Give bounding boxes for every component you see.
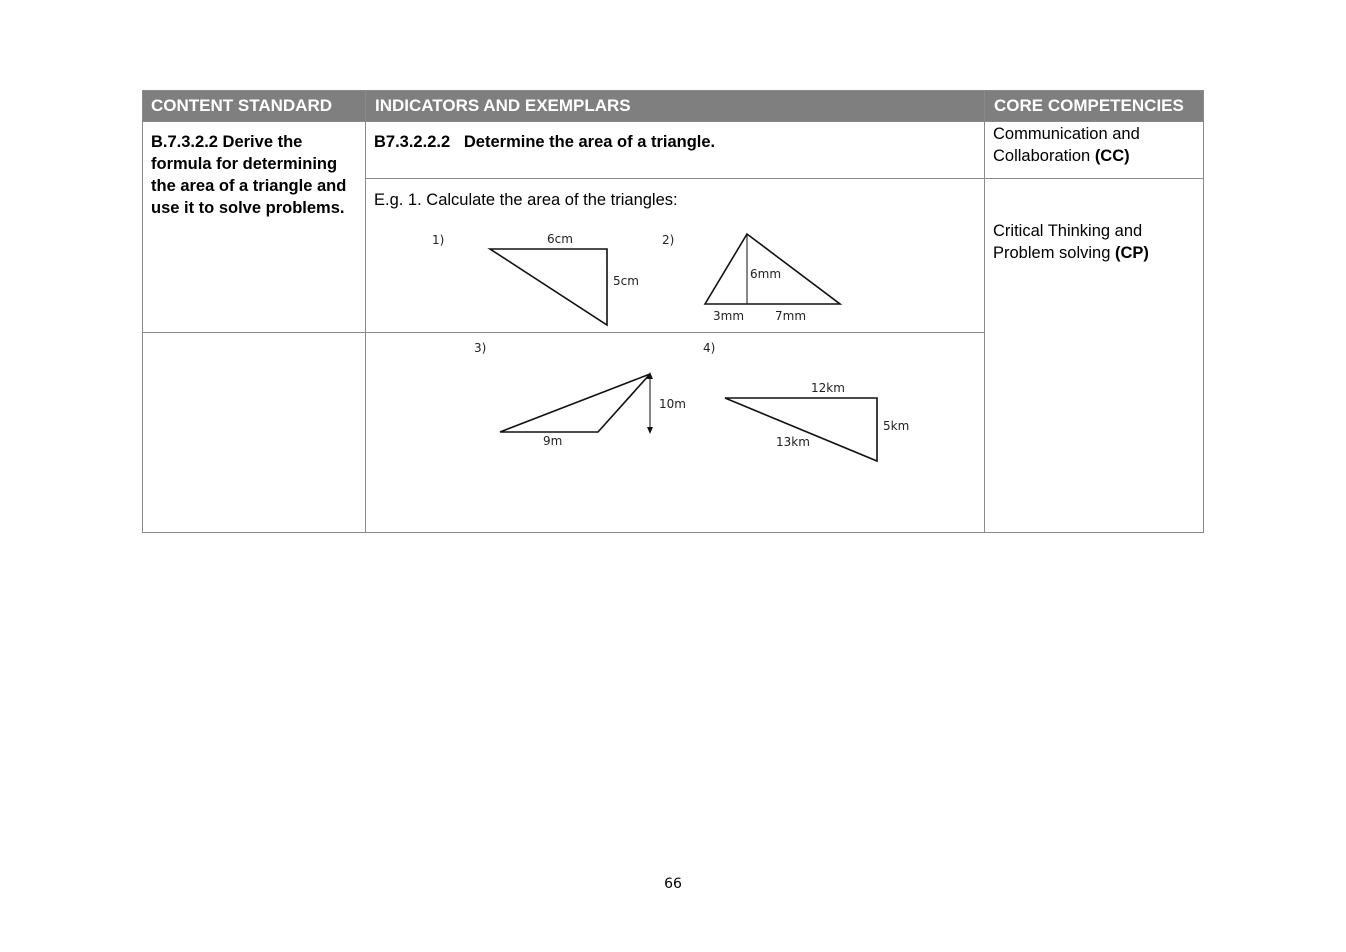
fig3-base-label: 9m bbox=[543, 434, 563, 448]
fig4-side-label: 5km bbox=[883, 419, 910, 433]
fig4-number: 4) bbox=[703, 341, 716, 355]
page-number: 66 bbox=[664, 876, 682, 892]
fig4-hyp-label: 13km bbox=[776, 435, 810, 449]
fig2-left-label: 3mm bbox=[713, 309, 745, 323]
header-core-competencies: CORE COMPETENCIES bbox=[985, 90, 1204, 121]
indicator-text: B7.3.2.2.2 Determine the area of a triangle. bbox=[374, 133, 716, 151]
competency-cc-code: (CC) bbox=[1094, 147, 1130, 165]
fig3-number: 3) bbox=[474, 341, 487, 355]
content-standard-text: B.7.3.2.2 Derive the formula for determining the area of a triangle and use it to solve problems. bbox=[151, 133, 347, 217]
fig2-height-label: 6mm bbox=[750, 267, 782, 281]
competency-cp-code: (CP) bbox=[1114, 244, 1149, 262]
header-indicators-exemplars: INDICATORS AND EXEMPLARS bbox=[366, 90, 984, 121]
fig2-right-label: 7mm bbox=[775, 309, 807, 323]
header-content-standard: CONTENT STANDARD bbox=[142, 90, 365, 121]
fig1-side-label: 5cm bbox=[613, 274, 639, 288]
fig1-number: 1) bbox=[432, 233, 445, 247]
fig3-height-label: 10m bbox=[659, 397, 686, 411]
competency-cp-text: Critical Thinking and Problem solving bbox=[993, 222, 1143, 262]
fig4-triangle bbox=[725, 398, 877, 461]
fig1-triangle bbox=[490, 249, 607, 325]
fig4-top-label: 12km bbox=[811, 381, 845, 395]
competency-cc-text: Communication and Collaboration bbox=[993, 125, 1140, 165]
fig3-triangle bbox=[500, 374, 650, 432]
fig1-top-label: 6cm bbox=[547, 232, 573, 246]
example-intro-text: E.g. 1. Calculate the area of the triangles: bbox=[374, 191, 678, 209]
fig3-arrow-head-bottom bbox=[647, 427, 653, 434]
fig2-number: 2) bbox=[662, 233, 675, 247]
